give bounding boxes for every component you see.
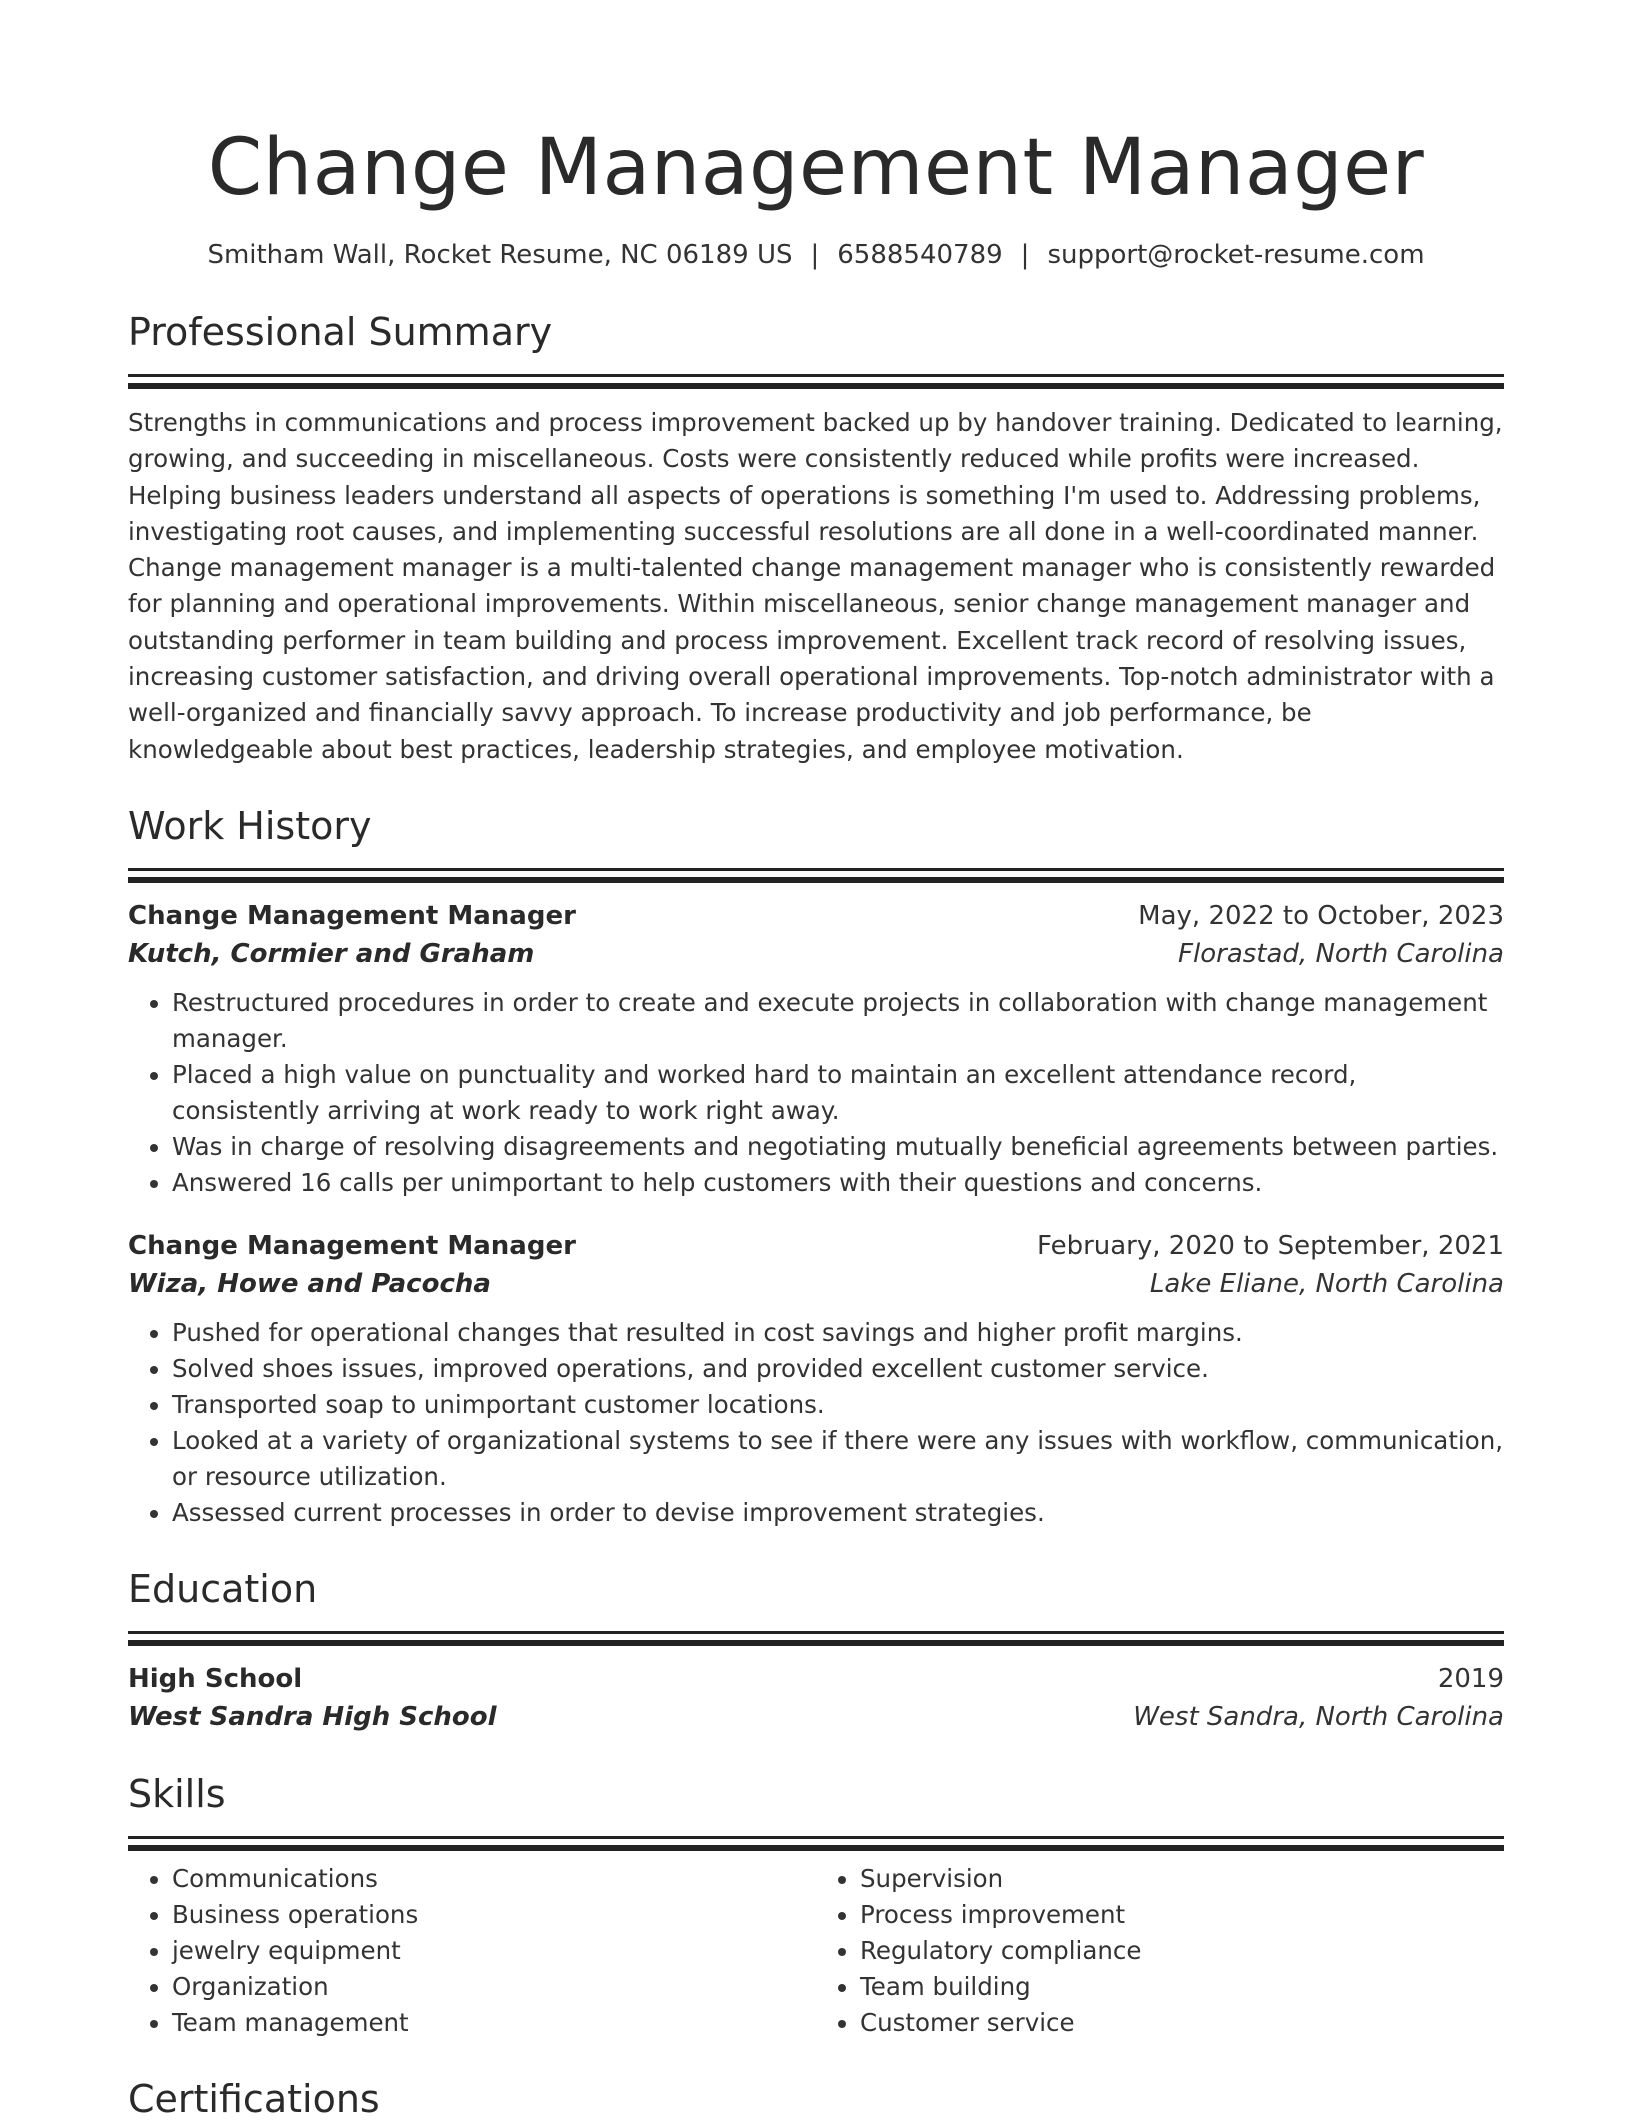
- job-bullet: • Assessed current processes in order to devise improvement strategies.: [172, 1495, 1504, 1531]
- email: support@rocket-resume.com: [1047, 240, 1425, 270]
- section-title-work-history: Work History: [128, 803, 372, 848]
- section-title-education: Education: [128, 1566, 318, 1611]
- job-bullet: • Answered 16 calls per unimportant to help customers with their questions and concerns.: [172, 1165, 1504, 1201]
- education-entry: [128, 1660, 1504, 1736]
- skill-item: • Supervision: [860, 1861, 1504, 1897]
- job-location: Florastad, North Carolina: [1178, 938, 1504, 969]
- skill-item: • Customer service: [860, 2005, 1504, 2041]
- job-bullet: • Looked at a variety of organizational systems to see if there were any issues with workflow, communication, or resource utilization.: [172, 1423, 1504, 1495]
- skills-column-right: [816, 1861, 1504, 2041]
- certifications-section: [128, 2075, 1504, 2123]
- school-name: West Sandra High School: [128, 1701, 497, 1732]
- skills-column-left: [128, 1861, 816, 2041]
- skills-grid: [128, 1861, 1504, 2041]
- section-divider-thick: [128, 1640, 1504, 1646]
- section-title-summary: Professional Summary: [128, 310, 553, 354]
- school-location: West Sandra, North Carolina: [1133, 1701, 1504, 1732]
- education-header-row: [128, 1660, 1504, 1698]
- section-divider: [128, 374, 1504, 377]
- degree: High School: [128, 1663, 303, 1694]
- section-divider-thick: [128, 383, 1504, 389]
- job-bullets: [128, 985, 1504, 1201]
- job-entry: [128, 1227, 1504, 1531]
- job-company-row: [128, 1265, 1504, 1303]
- job-location: Lake Eliane, North Carolina: [1149, 1268, 1504, 1299]
- skill-item: • Organization: [172, 1969, 816, 2005]
- section-divider-thick: [128, 877, 1504, 883]
- summary-section: [128, 308, 1504, 768]
- section-title-skills: Skills: [128, 1771, 226, 1816]
- section-divider: [128, 868, 1504, 871]
- skill-item: • Communications: [172, 1861, 816, 1897]
- company-name: Wiza, Howe and Pacocha: [128, 1268, 491, 1299]
- job-title: Change Management Manager: [128, 900, 576, 931]
- summary-text: Strengths in communications and process improvement backed up by handover training. Dedicated to learning, growing, and succeeding in miscellaneous. Costs were consistently reduced while profits were increased. Helping business leaders understand all aspects of operations is something I'm used to. Addressing problems, investigating root causes, and implementing successful resolutions are all done in a well-coordinated manner. Change management manager is a multi-talented change management manager who is consistently rewarded for planning and operational improvements. Within miscellaneous, senior change management manager and outstanding performer in team building and process improvement. Excellent track record of resolving issues, increasing customer satisfaction, and driving overall operational improvements. Top-notch administrator with a well-organized and financially savvy approach. To increase productivity and job performance, be knowledgeable about best practices, leadership strategies, and employee motivation.: [128, 408, 1503, 764]
- job-title: Change Management Manager: [128, 1230, 576, 1261]
- skill-item: • Business operations: [172, 1897, 816, 1933]
- job-bullet: • Transported soap to unimportant customer locations.: [172, 1387, 1504, 1423]
- job-bullet: • Pushed for operational changes that resulted in cost savings and higher profit margins.: [172, 1315, 1504, 1351]
- job-entry: [128, 897, 1504, 1201]
- skill-item: • jewelry equipment: [172, 1933, 816, 1969]
- job-dates: May, 2022 to October, 2023: [1138, 900, 1504, 931]
- address: Smitham Wall, Rocket Resume, NC 06189 US: [207, 240, 793, 270]
- job-dates: February, 2020 to September, 2021: [1037, 1230, 1504, 1261]
- skill-item: • Process improvement: [860, 1897, 1504, 1933]
- contact-separator: |: [1020, 240, 1030, 270]
- candidate-name: Change Management Manager: [207, 123, 1425, 213]
- job-header-row: [128, 897, 1504, 935]
- section-title-certifications: Certifications: [128, 2076, 380, 2121]
- job-bullet: • Placed a high value on punctuality and worked hard to maintain an excellent attendance record, consistently arriving at work ready to work right away.: [172, 1057, 1504, 1129]
- job-bullet: • Solved shoes issues, improved operations, and provided excellent customer service.: [172, 1351, 1504, 1387]
- job-bullets: [128, 1315, 1504, 1531]
- section-divider: [128, 1631, 1504, 1634]
- job-bullet: • Was in charge of resolving disagreements and negotiating mutually beneficial agreements between parties.: [172, 1129, 1504, 1165]
- skills-section: [128, 1770, 1504, 2041]
- section-divider: [128, 1836, 1504, 1839]
- skill-item: • Team management: [172, 2005, 816, 2041]
- job-bullet: • Restructured procedures in order to create and execute projects in collaboration with change management manager.: [172, 985, 1504, 1057]
- section-divider-thick: [128, 1845, 1504, 1851]
- company-name: Kutch, Cormier and Graham: [128, 938, 535, 969]
- job-header-row: [128, 1227, 1504, 1265]
- job-company-row: [128, 935, 1504, 973]
- work-history-section: [128, 802, 1504, 1531]
- phone: 6588540789: [837, 240, 1003, 270]
- contact-line: [128, 236, 1504, 274]
- contact-separator: |: [810, 240, 820, 270]
- skill-item: • Team building: [860, 1969, 1504, 2005]
- education-section: [128, 1565, 1504, 1736]
- skill-item: • Regulatory compliance: [860, 1933, 1504, 1969]
- graduation-year: 2019: [1437, 1663, 1504, 1694]
- education-school-row: [128, 1698, 1504, 1736]
